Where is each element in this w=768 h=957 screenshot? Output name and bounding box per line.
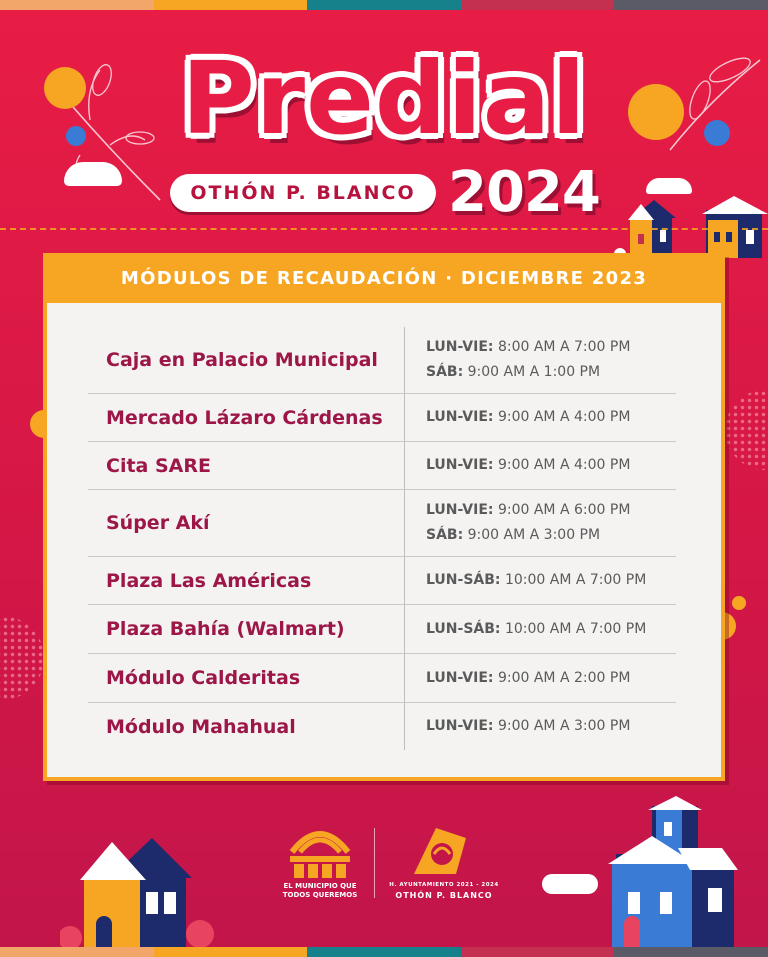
module-name: Módulo Mahahual	[106, 715, 296, 738]
module-hours: LUN-SÁB: 10:00 AM A 7:00 PM	[426, 572, 647, 588]
dashed-divider	[0, 228, 768, 230]
module-hours: LUN-VIE: 8:00 AM A 7:00 PM SÁB: 9:00 AM A 1:00 PM	[426, 339, 631, 380]
module-name: Mercado Lázaro Cárdenas	[106, 406, 383, 429]
module-name: Caja en Palacio Municipal	[106, 349, 378, 371]
module-name: Plaza Bahía (Walmart)	[106, 618, 345, 640]
ayuntamiento-period: H. AYUNTAMIENTO 2021 - 2024	[389, 882, 499, 888]
house-illustration-bottom-right	[538, 796, 768, 947]
table-row	[88, 394, 676, 442]
table-row	[88, 442, 676, 490]
module-hours: LUN-VIE: 9:00 AM A 3:00 PM	[426, 718, 631, 734]
module-hours: LUN-VIE: 9:00 AM A 4:00 PM	[426, 457, 631, 473]
table-row	[88, 654, 676, 703]
module-hours: LUN-VIE: 9:00 AM A 2:00 PM	[426, 669, 631, 686]
page-title: Predial	[181, 40, 587, 157]
module-hours: LUN-VIE: 9:00 AM A 6:00 PM SÁB: 9:00 AM A 3:00 PM	[426, 502, 631, 543]
table-row	[88, 557, 676, 605]
ayuntamiento-name: OTHÓN P. BLANCO	[395, 891, 493, 900]
module-name: Plaza Las Américas	[106, 569, 312, 592]
module-name: Súper Akí	[106, 512, 210, 534]
decorative-dotted-circle	[725, 390, 768, 470]
decorative-cloud	[64, 162, 122, 186]
module-name: Cita SARE	[106, 454, 211, 477]
house-illustration-bottom-left	[60, 834, 220, 947]
municipio-slogan: EL MUNICIPIO QUE TODOS QUEREMOS	[282, 882, 358, 899]
year-label: 2024	[448, 160, 600, 225]
module-hours: LUN-SÁB: 10:00 AM A 7:00 PM	[426, 620, 647, 637]
decorative-orange-dot	[732, 596, 746, 610]
table-row	[88, 327, 676, 394]
houses-illustration-top	[612, 196, 768, 258]
table-row	[88, 490, 676, 557]
module-name: Módulo Calderitas	[106, 667, 301, 689]
municipio-logo-icon	[284, 822, 356, 880]
logo-separator	[374, 828, 375, 898]
municipality-badge: OTHÓN P. BLANCO	[170, 174, 436, 212]
decorative-dotted-circle	[0, 616, 44, 700]
ayuntamiento-logo-icon	[408, 824, 472, 880]
table-row	[88, 605, 676, 654]
decorative-cloud	[646, 178, 692, 194]
card-heading: MÓDULOS DE RECAUDACIÓN · DICIEMBRE 2023	[120, 267, 648, 289]
top-color-stripe	[0, 0, 768, 10]
table-row	[88, 703, 676, 750]
module-hours: LUN-VIE: 9:00 AM A 4:00 PM	[426, 409, 631, 425]
bottom-color-stripe	[0, 947, 768, 957]
